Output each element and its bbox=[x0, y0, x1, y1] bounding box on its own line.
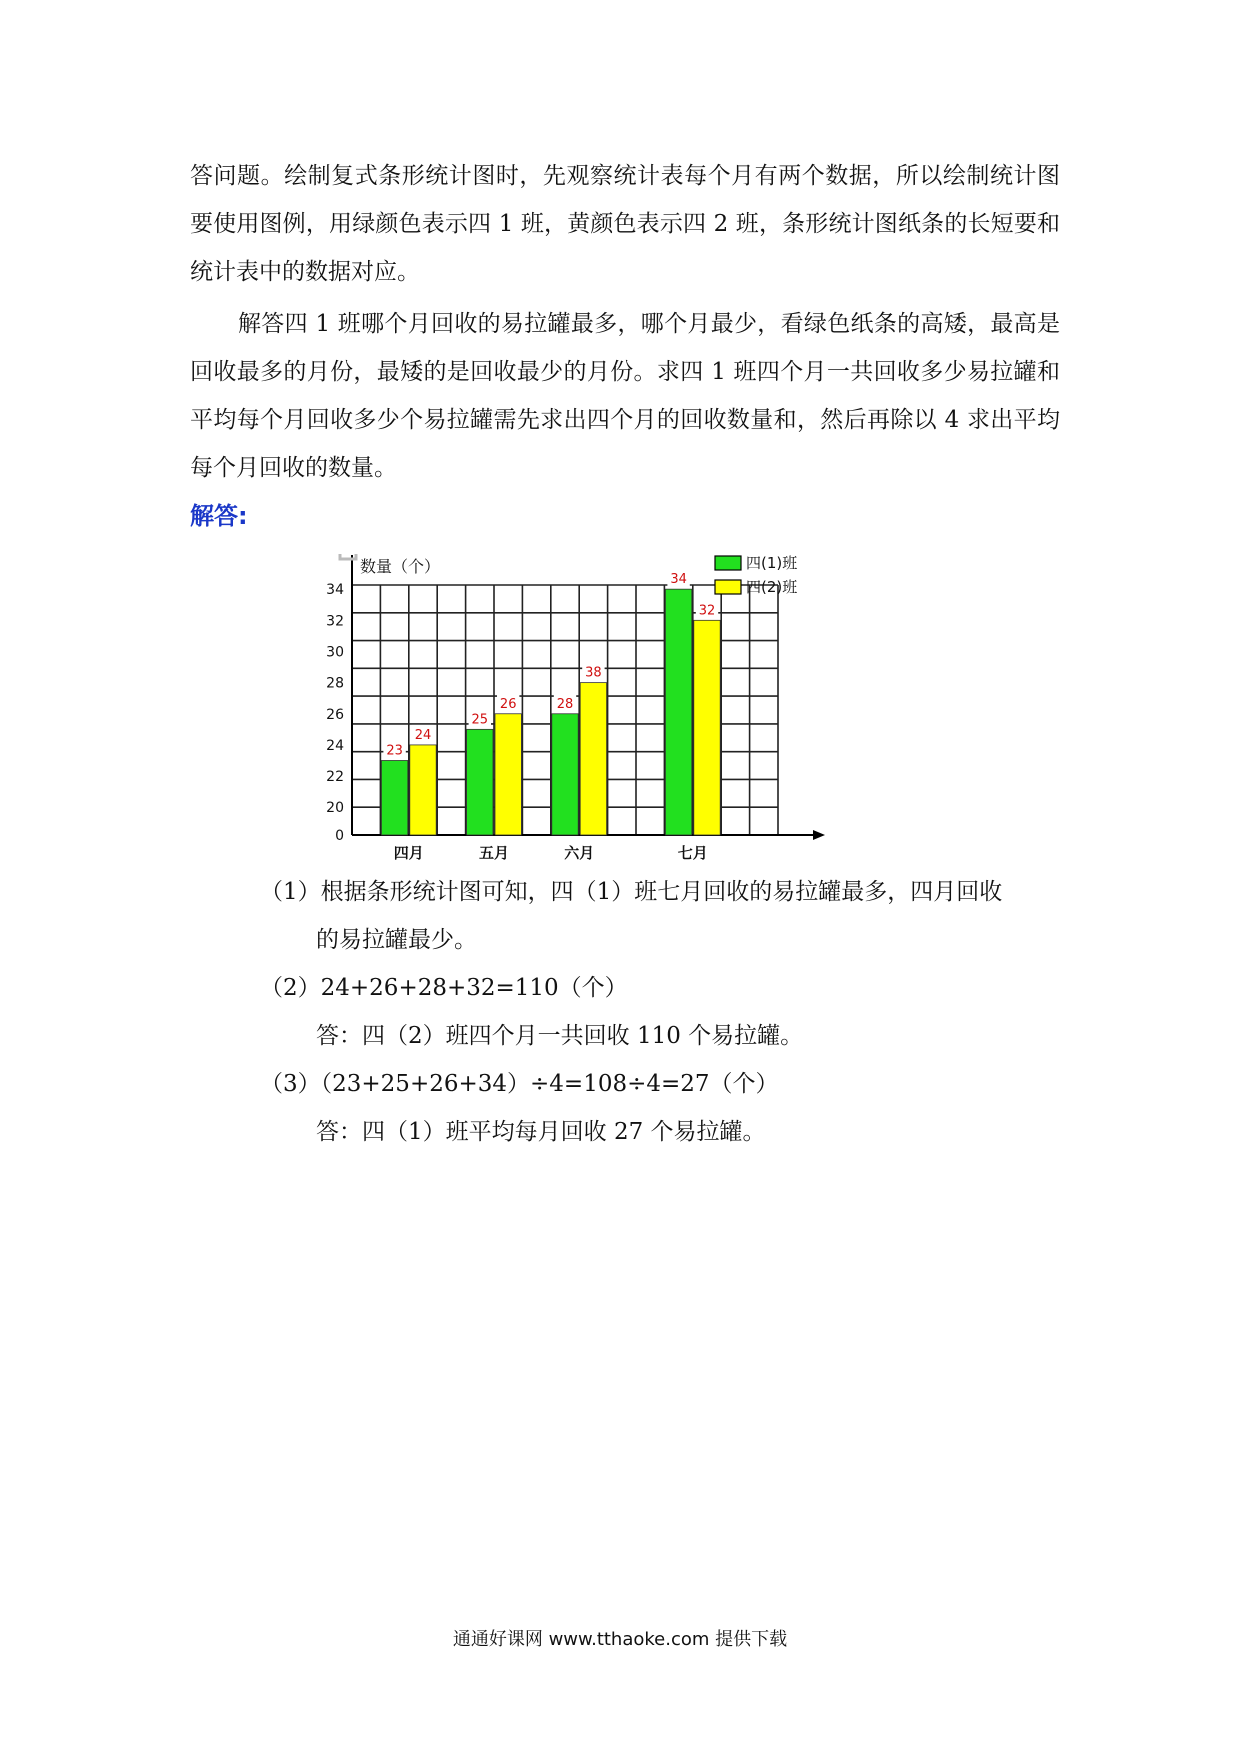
bar-chart bbox=[300, 535, 860, 865]
answer-q1-line2: 的易拉罐最少。 bbox=[316, 927, 477, 953]
intro-paragraph-2: 解答四 1 班哪个月回收的易拉罐最多，哪个月最少，看绿色纸条的高矮，最高是回收最多的月份，最矮的是回收最少的月份。求四 1 班四个月一共回收多少易拉罐和平均每个月回收多少个易拉罐需先求出四个月的回收数量和，然后再除以 4 求出平均每个月回收的数量。 bbox=[190, 311, 1060, 481]
page-footer: 通通好课网 www.tthaoke.com 提供下载 bbox=[452, 1629, 788, 1650]
legend-swatch bbox=[715, 580, 741, 594]
answer-q2-calc: （2）24+26+28+32=110（个） bbox=[260, 975, 628, 1001]
data-label: 26 bbox=[499, 696, 517, 712]
y-tick-label: 32 bbox=[326, 613, 344, 630]
y-tick-label: 34 bbox=[326, 582, 344, 599]
legend-label: 四(1)班 bbox=[746, 554, 798, 572]
x-axis-arrow bbox=[813, 830, 825, 840]
y-axis-label: 数量（个） bbox=[360, 557, 441, 576]
bar bbox=[410, 745, 436, 835]
x-tick-label: 四月 bbox=[393, 844, 424, 862]
y-tick-label: 26 bbox=[326, 706, 344, 723]
bar bbox=[694, 620, 720, 835]
answer-q1-line1: （1）根据条形统计图可知，四（1）班七月回收的易拉罐最多，四月回收 bbox=[260, 879, 1003, 905]
intro-paragraph-1: 答问题。绘制复式条形统计图时，先观察统计表每个月有两个数据，所以绘制统计图要使用图例，用绿颜色表示四 1 班，黄颜色表示四 2 班，条形统计图纸条的长短要和统计表中的数据对应。 bbox=[190, 163, 1060, 285]
x-tick-label: 七月 bbox=[677, 844, 708, 862]
answer-q2-statement: 答：四（2）班四个月一共回收 110 个易拉罐。 bbox=[316, 1023, 804, 1049]
data-label: 38 bbox=[585, 665, 602, 681]
y-axis-arrow bbox=[340, 554, 356, 559]
legend-swatch bbox=[715, 556, 741, 570]
bar bbox=[467, 729, 493, 835]
y-tick-label: 0 bbox=[335, 828, 344, 844]
data-label: 32 bbox=[698, 603, 716, 619]
x-tick-label: 六月 bbox=[564, 844, 595, 862]
bar bbox=[665, 589, 691, 835]
y-tick-label: 22 bbox=[326, 769, 344, 786]
data-label: 25 bbox=[471, 712, 489, 728]
data-label: 28 bbox=[556, 696, 574, 712]
y-tick-label: 24 bbox=[326, 737, 344, 754]
bar bbox=[381, 760, 407, 835]
legend-label: 四(2)班 bbox=[746, 578, 798, 596]
answer-heading: 解答: bbox=[190, 502, 248, 530]
bar bbox=[552, 714, 578, 835]
x-tick-label: 五月 bbox=[478, 844, 510, 862]
data-label: 34 bbox=[670, 572, 687, 588]
y-tick-label: 28 bbox=[326, 675, 344, 692]
data-label: 23 bbox=[386, 743, 403, 759]
y-tick-label: 20 bbox=[326, 800, 344, 817]
data-label: 24 bbox=[414, 727, 432, 743]
bar bbox=[580, 683, 606, 835]
bar bbox=[495, 714, 521, 835]
answer-q3-statement: 答：四（1）班平均每月回收 27 个易拉罐。 bbox=[316, 1119, 766, 1145]
y-tick-label: 30 bbox=[326, 644, 344, 661]
answer-q3-calc: （3）（23+25+26+34）÷4=108÷4=27（个） bbox=[260, 1071, 779, 1097]
